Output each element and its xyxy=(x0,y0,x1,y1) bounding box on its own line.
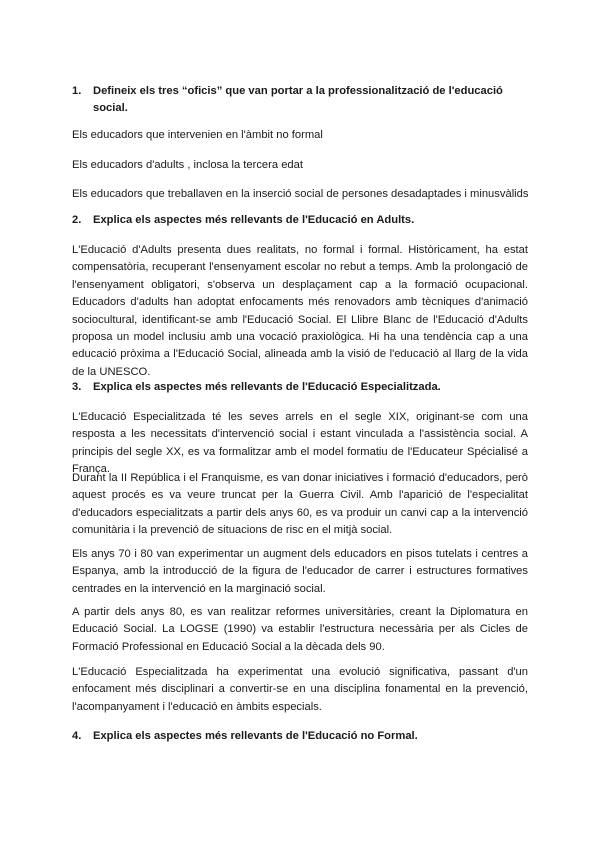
question-3-heading xyxy=(72,379,533,396)
especialitzada-paragraph-5: L'Educació Especialitzada ha experimentat una evolució significativa, passant d'un enfocament més disciplinari a convertir-se en una disciplina fonamental en la prevenció, l'acompanyament i l'educació en àmbits especials. xyxy=(72,666,528,713)
especialitzada-paragraph-4: A partir dels anys 80, es van realitzar reformes universitàries, creant la Diplomatura en Educació Social. La LOGSE (1990) va establir l'estructura necessària per als Cicles de Formació Professional en Educació Social a la dècada dels 90. xyxy=(72,606,528,653)
ofici-item-3: Els educadors que treballaven en la inserció social de persones desadaptades i minusvàlids xyxy=(72,188,529,200)
especialitzada-paragraph-2: Durant la II República i el Franquisme, es van donar iniciatives i formació d'educadors, però aquest procés es va veure truncat per la Guerra Civil. Amb l'aparició de l'especialitat d'educadors especialitzats a partir dels anys 60, es va produir un canvi cap a la intervenció comunitària i la prevenció de situacions de risc en el mitjà social. xyxy=(72,472,528,537)
ofici-item-1: Els educadors que intervenien en l'àmbit no formal xyxy=(72,129,323,141)
question-1-heading xyxy=(72,83,533,117)
question-number: 1. xyxy=(72,85,82,97)
especialitzada-paragraph-1: L'Educació Especialitzada té les seves arrels en el segle XIX, originant-se com una resposta a les necessitats d'intervenció social i estant vinculada a l'assistència social. A principis del segle XX, es va formalitzar amb el model formatiu de l'Educateur Spécialisé a França. xyxy=(72,411,528,476)
adults-paragraph: L'Educació d'Adults presenta dues realitats, no formal i formal. Històricament, ha estat compensatòria, recuperant l'ensenyament escolar no rebut a temps. Amb la prolongació de l'ensenyament obligatori, s'observa un desplaçament cap a la formació ocupacional. Educadors d'adults han adoptat enfocaments més renovadors amb tècniques d'animació sociocultural, identificant-se amb l'Educació Social. El Llibre Blanc de l'Educació d'Adults proposa un model inclusiu amb una vocació praxiològica. Hi ha una tendència cap a una educació pròxima a l'Educació Social, alineada amb la visió de l'educació al llarg de la vida de la UNESCO. xyxy=(72,244,528,378)
question-number: 4. xyxy=(72,730,82,742)
question-text: Defineix els tres “oficis” que van portar a la professionalització de l'educació social. xyxy=(93,85,503,114)
question-text: Explica els aspectes més rellevants de l'Educació en Adults. xyxy=(93,214,415,226)
question-text: Explica els aspectes més rellevants de l'Educació no Formal. xyxy=(93,730,418,742)
question-text: Explica els aspectes més rellevants de l'Educació Especialitzada. xyxy=(93,381,441,393)
especialitzada-paragraph-3: Els anys 70 i 80 van experimentar un augment dels educadors en pisos tutelats i centres a Espanya, amb la introducció de la figura de l'educador de carrer i estructures formatives centrades en la intervenció en la marginació social. xyxy=(72,548,528,595)
question-number: 3. xyxy=(72,381,82,393)
ofici-item-2: Els educadors d'adults , inclosa la tercera edat xyxy=(72,159,303,171)
question-number: 2. xyxy=(72,214,82,226)
question-2-heading xyxy=(72,212,533,229)
question-4-heading xyxy=(72,728,533,745)
